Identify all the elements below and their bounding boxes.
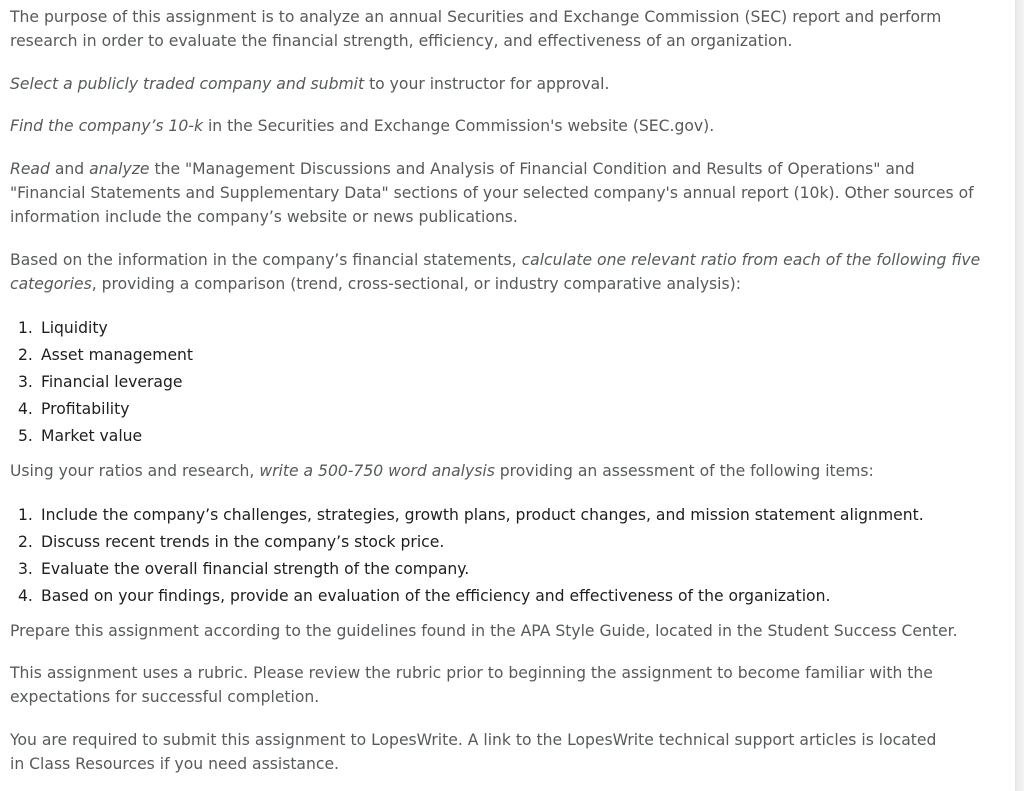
list-number: 1.	[18, 506, 33, 524]
analysis-emphasis: write a 500-750 word analysis	[259, 462, 495, 480]
find-10k-emphasis: Find the company’s 10-k	[10, 117, 203, 135]
list-item	[10, 583, 1000, 610]
list-item-label: Discuss recent trends in the company’s stock price.	[41, 533, 445, 551]
select-company-text: to your instructor for approval.	[364, 75, 610, 93]
list-number: 3.	[18, 373, 33, 391]
list-item	[10, 529, 1000, 556]
list-item	[10, 342, 1000, 369]
list-number: 4.	[18, 400, 33, 418]
read-line-text: "Financial Statements and Supplementary Data" sections of your selected company's annual report (10k). Other sources of	[10, 184, 974, 202]
list-number: 4.	[18, 587, 33, 605]
apa-note-paragraph	[10, 619, 1000, 643]
list-item	[10, 423, 1000, 450]
ratio-text: Based on the information in the company’s financial statements,	[10, 251, 522, 269]
list-number: 2.	[18, 346, 33, 364]
intro-line: research in order to evaluate the financial strength, efficiency, and effectiveness of an organization.	[10, 32, 793, 50]
read-line-text: information include the company’s website or news publications.	[10, 208, 518, 226]
submit-note-text: You are required to submit this assignment to LopesWrite. A link to the LopesWrite technical support articles is located	[10, 731, 937, 749]
submit-note-text: in Class Resources if you need assistance.	[10, 755, 339, 773]
find-10k-paragraph	[10, 114, 1000, 138]
list-item-label: Include the company’s challenges, strategies, growth plans, product changes, and mission statement alignment.	[41, 506, 924, 524]
rubric-note-text: expectations for successful completion.	[10, 688, 320, 706]
read-line-text: the "Management Discussions and Analysis of Financial Condition and Results of Operations" and	[149, 160, 915, 178]
scrollbar-track[interactable]	[1015, 0, 1024, 791]
read-and-text: and	[49, 160, 90, 178]
read-analyze-paragraph	[10, 157, 1000, 229]
list-number: 5.	[18, 427, 33, 445]
analysis-text: Using your ratios and research,	[10, 462, 260, 480]
list-number: 3.	[18, 560, 33, 578]
intro-paragraph	[10, 5, 1000, 53]
list-item-label: Financial leverage	[41, 373, 183, 391]
analyze-emphasis: analyze	[89, 160, 150, 178]
list-item	[10, 315, 1000, 342]
list-item-label: Liquidity	[41, 319, 108, 337]
list-item	[10, 502, 1000, 529]
submit-note-paragraph	[10, 728, 1000, 776]
analysis-text: providing an assessment of the following items:	[494, 462, 874, 480]
select-company-paragraph	[10, 72, 1000, 96]
list-item	[10, 369, 1000, 396]
ratio-text: , providing a comparison (trend, cross-sectional, or industry comparative analysis):	[91, 275, 741, 293]
list-item-label: Based on your findings, provide an evaluation of the efficiency and effectiveness of the organization.	[41, 587, 831, 605]
ratio-emphasis: calculate one relevant ratio from each of the following five	[521, 251, 981, 269]
ratio-categories-list	[10, 315, 1000, 450]
list-item-label: Asset management	[41, 346, 194, 364]
list-item-label: Evaluate the overall financial strength of the company.	[41, 560, 470, 578]
ratio-paragraph	[10, 248, 1000, 296]
rubric-note-text: This assignment uses a rubric. Please review the rubric prior to beginning the assignment to become familiar with the	[10, 664, 933, 682]
analysis-paragraph	[10, 459, 1000, 483]
analysis-items-list	[10, 502, 1000, 610]
ratio-emphasis: categories	[10, 275, 92, 293]
intro-line: The purpose of this assignment is to analyze an annual Securities and Exchange Commission (SEC) report and perform	[10, 8, 942, 26]
find-10k-text: in the Securities and Exchange Commission's website (SEC.gov).	[203, 117, 715, 135]
list-number: 1.	[18, 319, 33, 337]
apa-note-text: Prepare this assignment according to the guidelines found in the APA Style Guide, located in the Student Success Center.	[10, 622, 958, 640]
rubric-note-paragraph	[10, 661, 1000, 709]
list-item	[10, 396, 1000, 423]
list-number: 2.	[18, 533, 33, 551]
read-emphasis: Read	[10, 160, 50, 178]
select-company-emphasis: Select a publicly traded company and submit	[10, 75, 365, 93]
list-item-label: Market value	[41, 427, 143, 445]
list-item	[10, 556, 1000, 583]
list-item-label: Profitability	[41, 400, 130, 418]
